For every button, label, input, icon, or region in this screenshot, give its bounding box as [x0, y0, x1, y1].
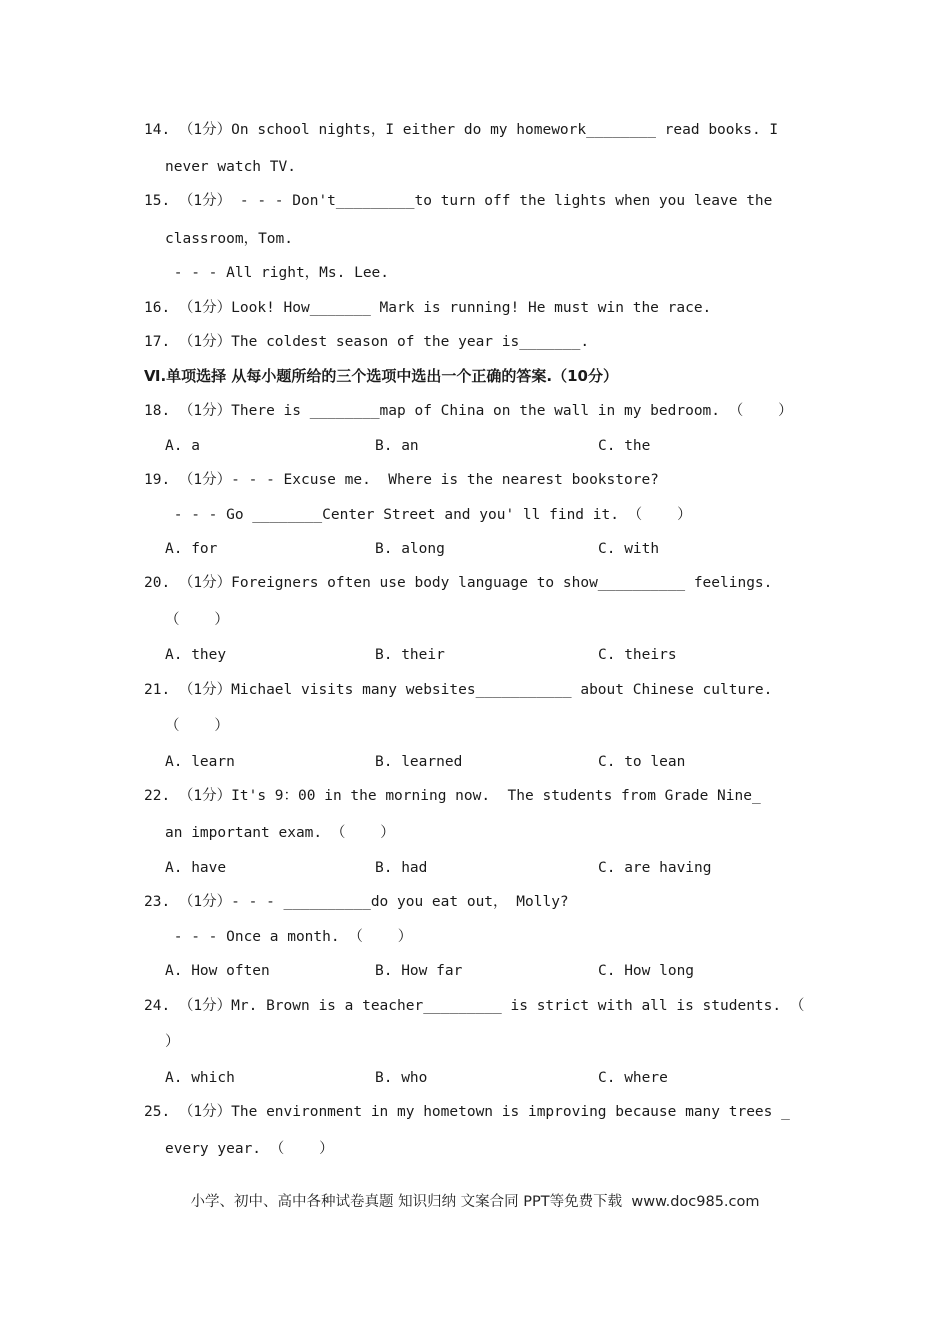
question-20-line-1: 20. （1分）Foreigners often use body language to show__________ feelings.	[144, 575, 773, 591]
section-6-heading: Ⅵ.单项选择 从每小题所给的三个选项中选出一个正确的答案.（10分）	[144, 367, 618, 385]
question-22-option-b: B. had	[375, 860, 428, 876]
question-25-line-2: every year. （ ）	[165, 1141, 334, 1157]
page-footer: 小学、初中、高中各种试卷真题 知识归纳 文案合同 PPT等免费下载 www.doc985.com	[190, 1194, 760, 1210]
question-23-option-b: B. How far	[375, 963, 463, 979]
question-22-line-2: an important exam. （ ）	[165, 825, 395, 841]
question-20-line-2: （ ）	[165, 612, 229, 628]
question-20-option-a: A. they	[165, 647, 227, 663]
question-21-option-b: B. learned	[375, 754, 463, 770]
question-15-line-3: - - - All right，Ms. Lee.	[165, 265, 390, 281]
question-21-option-a: A. learn	[165, 754, 235, 770]
question-22-option-c: C. are having	[598, 860, 712, 876]
question-14-line-1: 14. （1分）On school nights，I either do my homework________ read books. I	[144, 122, 779, 138]
question-23-line-2: - - - Once a month. （ ）	[165, 929, 413, 945]
question-19-option-c: C. with	[598, 541, 660, 557]
question-15-line-2: classroom，Tom.	[165, 231, 293, 247]
question-24-option-a: A. which	[165, 1070, 235, 1086]
question-24-option-b: B. who	[375, 1070, 428, 1086]
question-18-line-1: 18. （1分）There is ________map of China on the wall in my bedroom. （ ）	[144, 403, 793, 419]
question-15-line-1: 15. （1分） - - - Don't_________to turn off the lights when you leave the	[144, 193, 773, 209]
question-25-line-1: 25. （1分）The environment in my hometown is improving because many trees _	[144, 1104, 790, 1120]
question-18-option-b: B. an	[375, 438, 419, 454]
question-19-line-1: 19. （1分）- - - Excuse me. Where is the nearest bookstore?	[144, 472, 659, 488]
question-19-line-2: - - - Go ________Center Street and you' ll find it. （ ）	[165, 507, 692, 523]
question-24-line-1: 24. （1分）Mr. Brown is a teacher_________ is strict with all is students. （	[144, 998, 805, 1014]
question-22-option-a: A. have	[165, 860, 227, 876]
question-23-option-a: A. How often	[165, 963, 270, 979]
question-23-line-1: 23. （1分）- - - __________do you eat out， Molly?	[144, 894, 569, 910]
question-18-option-c: C. the	[598, 438, 651, 454]
question-17-line-1: 17. （1分）The coldest season of the year is_______.	[144, 334, 590, 350]
question-21-line-1: 21. （1分）Michael visits many websites___________ about Chinese culture.	[144, 682, 773, 698]
question-20-option-c: C. theirs	[598, 647, 677, 663]
question-19-option-a: A. for	[165, 541, 218, 557]
question-24-line-2: ）	[165, 1034, 180, 1050]
question-20-option-b: B. their	[375, 647, 445, 663]
question-23-option-c: C. How long	[598, 963, 695, 979]
question-21-option-c: C. to lean	[598, 754, 686, 770]
question-18-option-a: A. a	[165, 438, 200, 454]
question-14-line-2: never watch TV.	[165, 159, 296, 175]
question-19-option-b: B. along	[375, 541, 445, 557]
question-24-option-c: C. where	[598, 1070, 668, 1086]
question-22-line-1: 22. （1分）It's 9：00 in the morning now. The students from Grade Nine_	[144, 788, 761, 804]
question-21-line-2: （ ）	[165, 718, 229, 734]
question-16-line-1: 16. （1分）Look! How_______ Mark is running! He must win the race.	[144, 300, 712, 316]
